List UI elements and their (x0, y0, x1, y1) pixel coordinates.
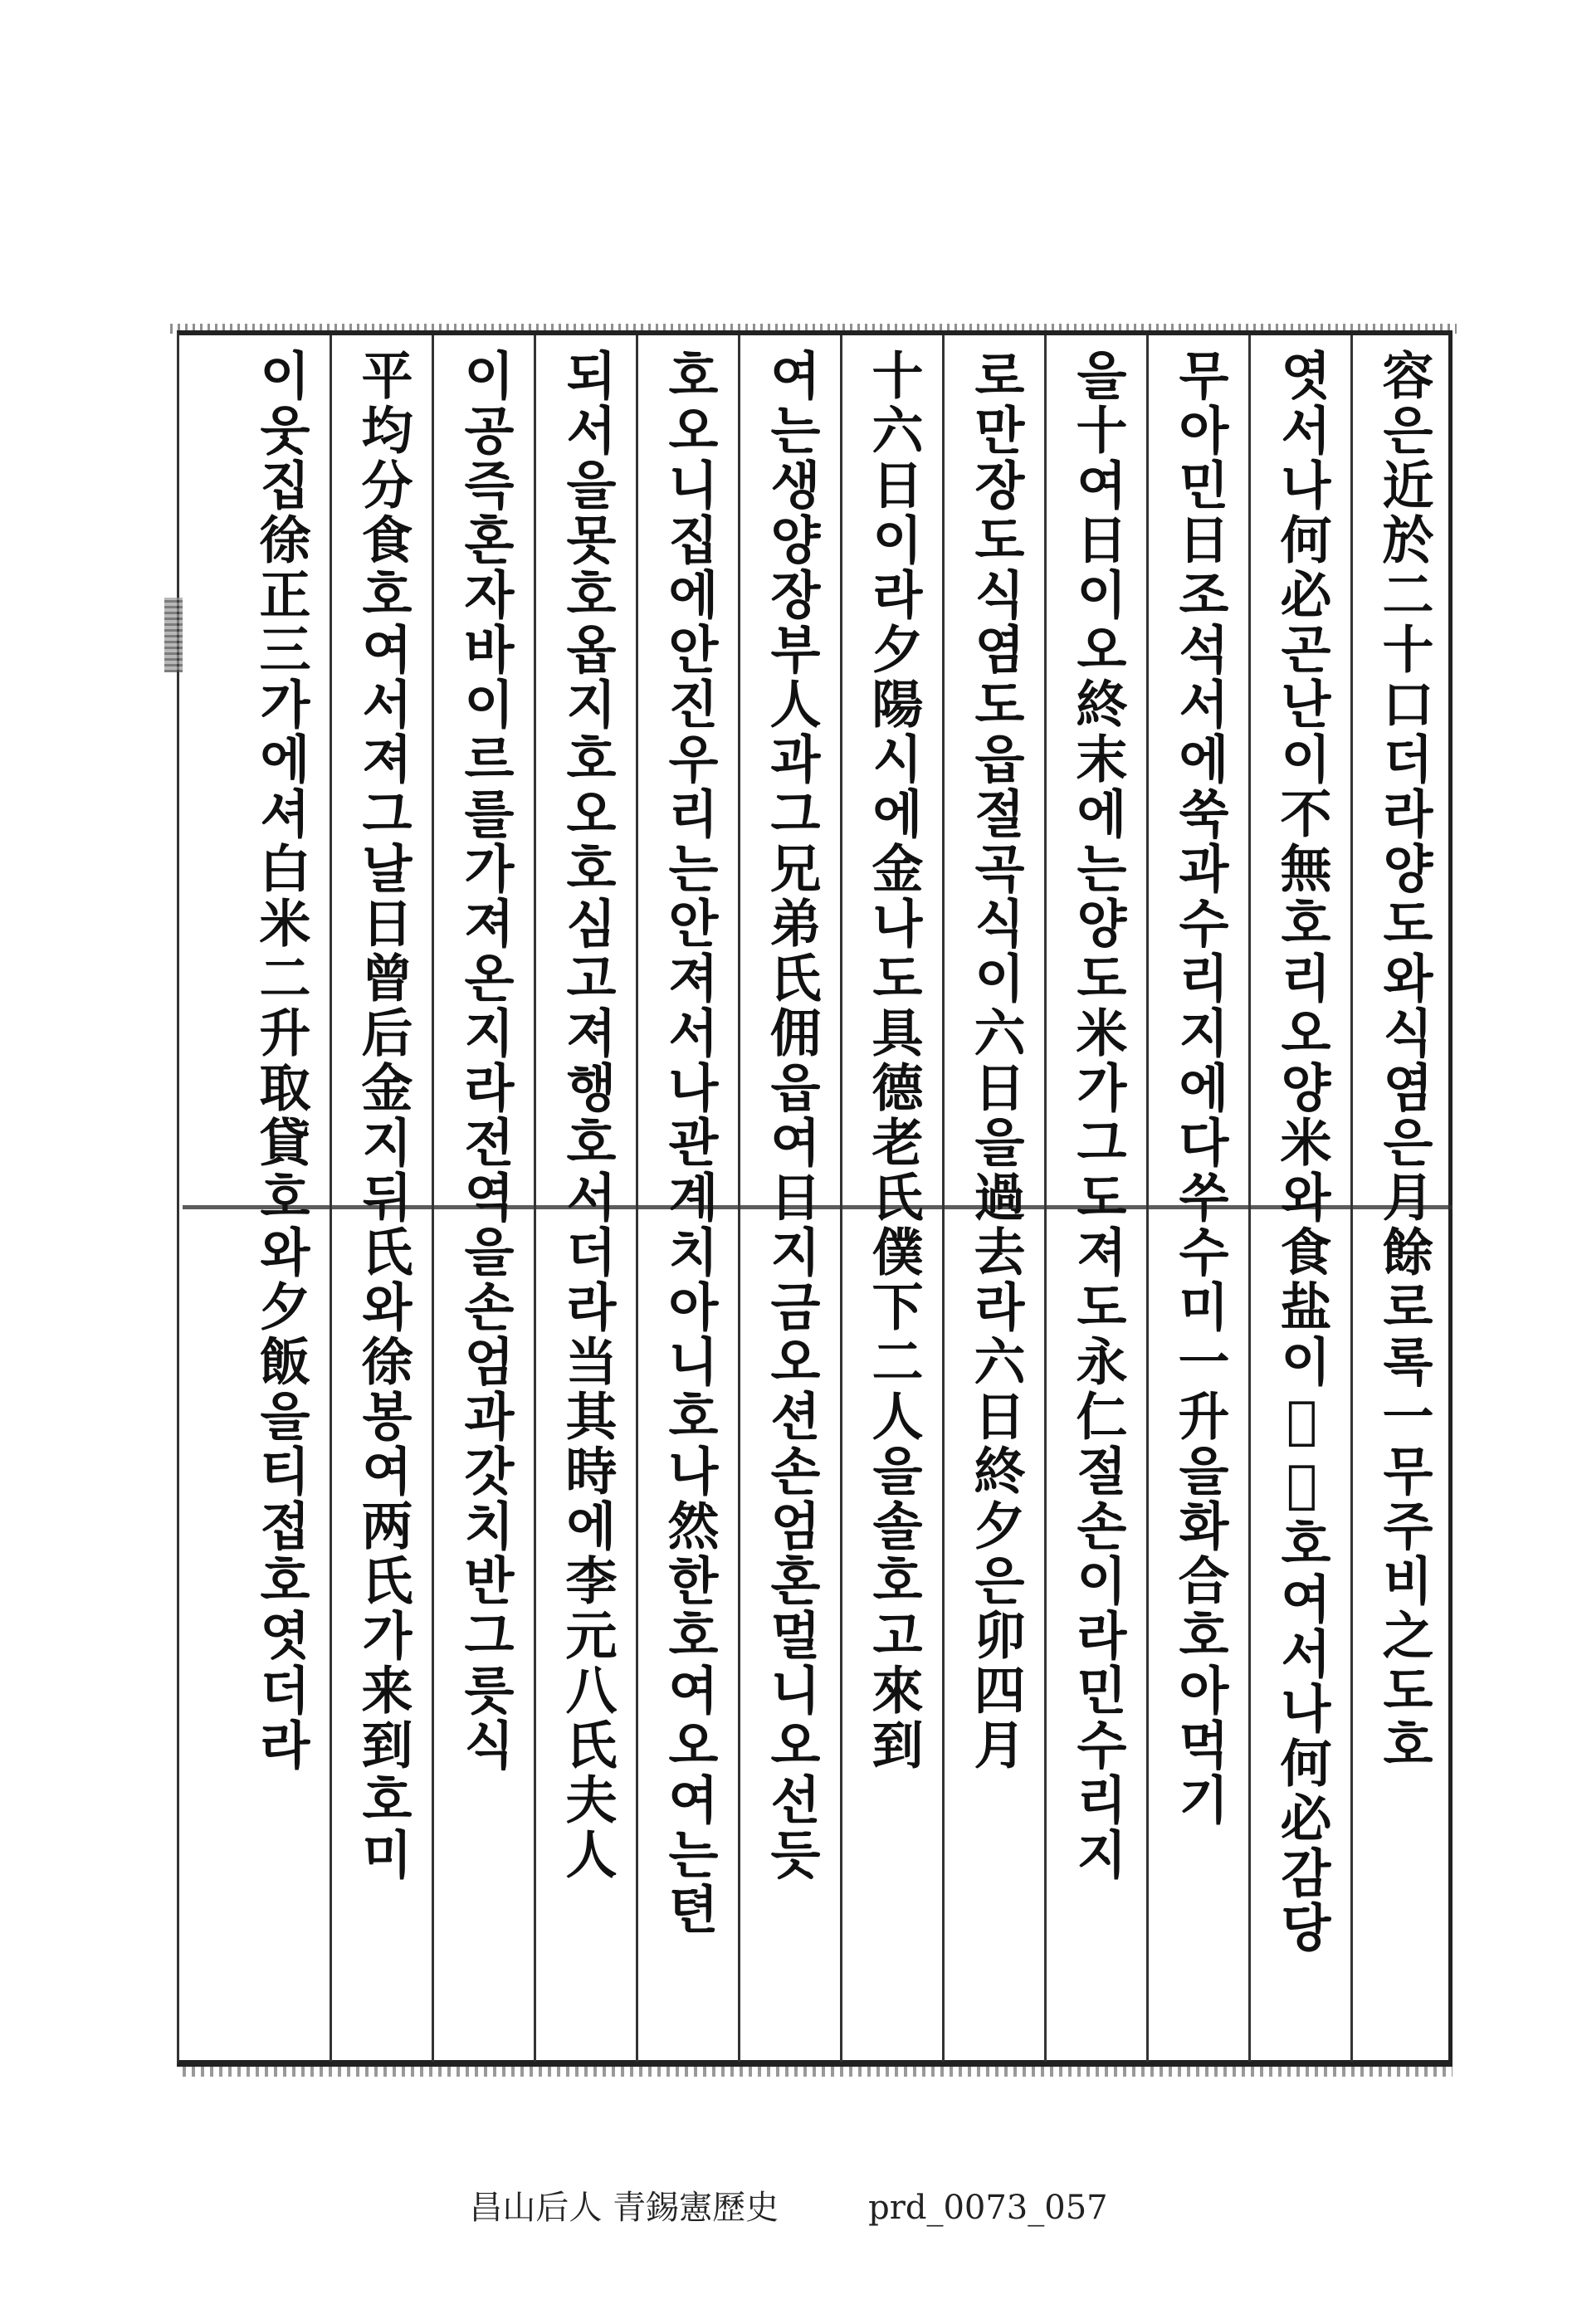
column-rule (330, 335, 332, 2062)
page-footer (0, 2181, 1577, 2229)
text-column-9: 되서을못호옵지호오호심고져행호서더라当其時에李元八氏夫人 (557, 349, 618, 1882)
column-rule (738, 335, 740, 2062)
text-column-8: 호오니집에안진우리는안져서나관계치아니호나然한호여오여는텬 (659, 349, 720, 1937)
footer-code: prd_0073_057 (868, 2189, 1108, 2227)
footer-title: 昌山后人 青錫憲歷史 (469, 2189, 779, 2227)
column-rule (1044, 335, 1047, 2062)
text-column-1: 容은近於二十口더라양도와식염은月餘로록一무주비之도호 (1374, 349, 1434, 1773)
column-rule (432, 335, 434, 2062)
column-rule (636, 335, 638, 2062)
column-rule (534, 335, 536, 2062)
text-column-4: 을十여日이오終末에는양도米가그도져도永仁절손이라민수리지 (1067, 349, 1128, 1882)
text-column-5: 로만장도식염도읍절곡식이六日을過去라六日終夕은卯四月 (965, 349, 1026, 1773)
column-rule (1146, 335, 1149, 2062)
binding-mark (164, 598, 183, 672)
column-rule (1248, 335, 1251, 2062)
text-column-10: 이공즉혼자바이르를가져온지라전역을손엄과갓치반그릇식 (455, 349, 515, 1773)
text-column-2: 엿서나何必곤난이不無호리오양米와食盐이𥰃絶호여서나何必감당 (1272, 349, 1332, 1955)
text-column-3: 무아민日조석서에쑥과수리지에다쑤수미一升을화合호아먹기 (1169, 349, 1230, 1828)
column-rule (840, 335, 842, 2062)
text-column-7: 여는생양장부人과그兄弟氏佣읍여日지금오션손엄혼멀니오선듯 (761, 349, 822, 1882)
text-column-11: 平均分食호여서져그날日曾后金지뒤氏와徐봉여两氏가来到호미 (353, 349, 413, 1882)
text-column-6: 十六日이라夕陽시에金나도具德老氏僕下二人을솔호고來到 (863, 349, 924, 1773)
column-rule (942, 335, 945, 2062)
column-rule (1350, 335, 1353, 2062)
text-column-12: 이웃집徐正三가에셔白米二升取貸호와夕飯을티접호엿더라 (251, 349, 311, 1773)
frame-bottom-edge (183, 2067, 1452, 2077)
